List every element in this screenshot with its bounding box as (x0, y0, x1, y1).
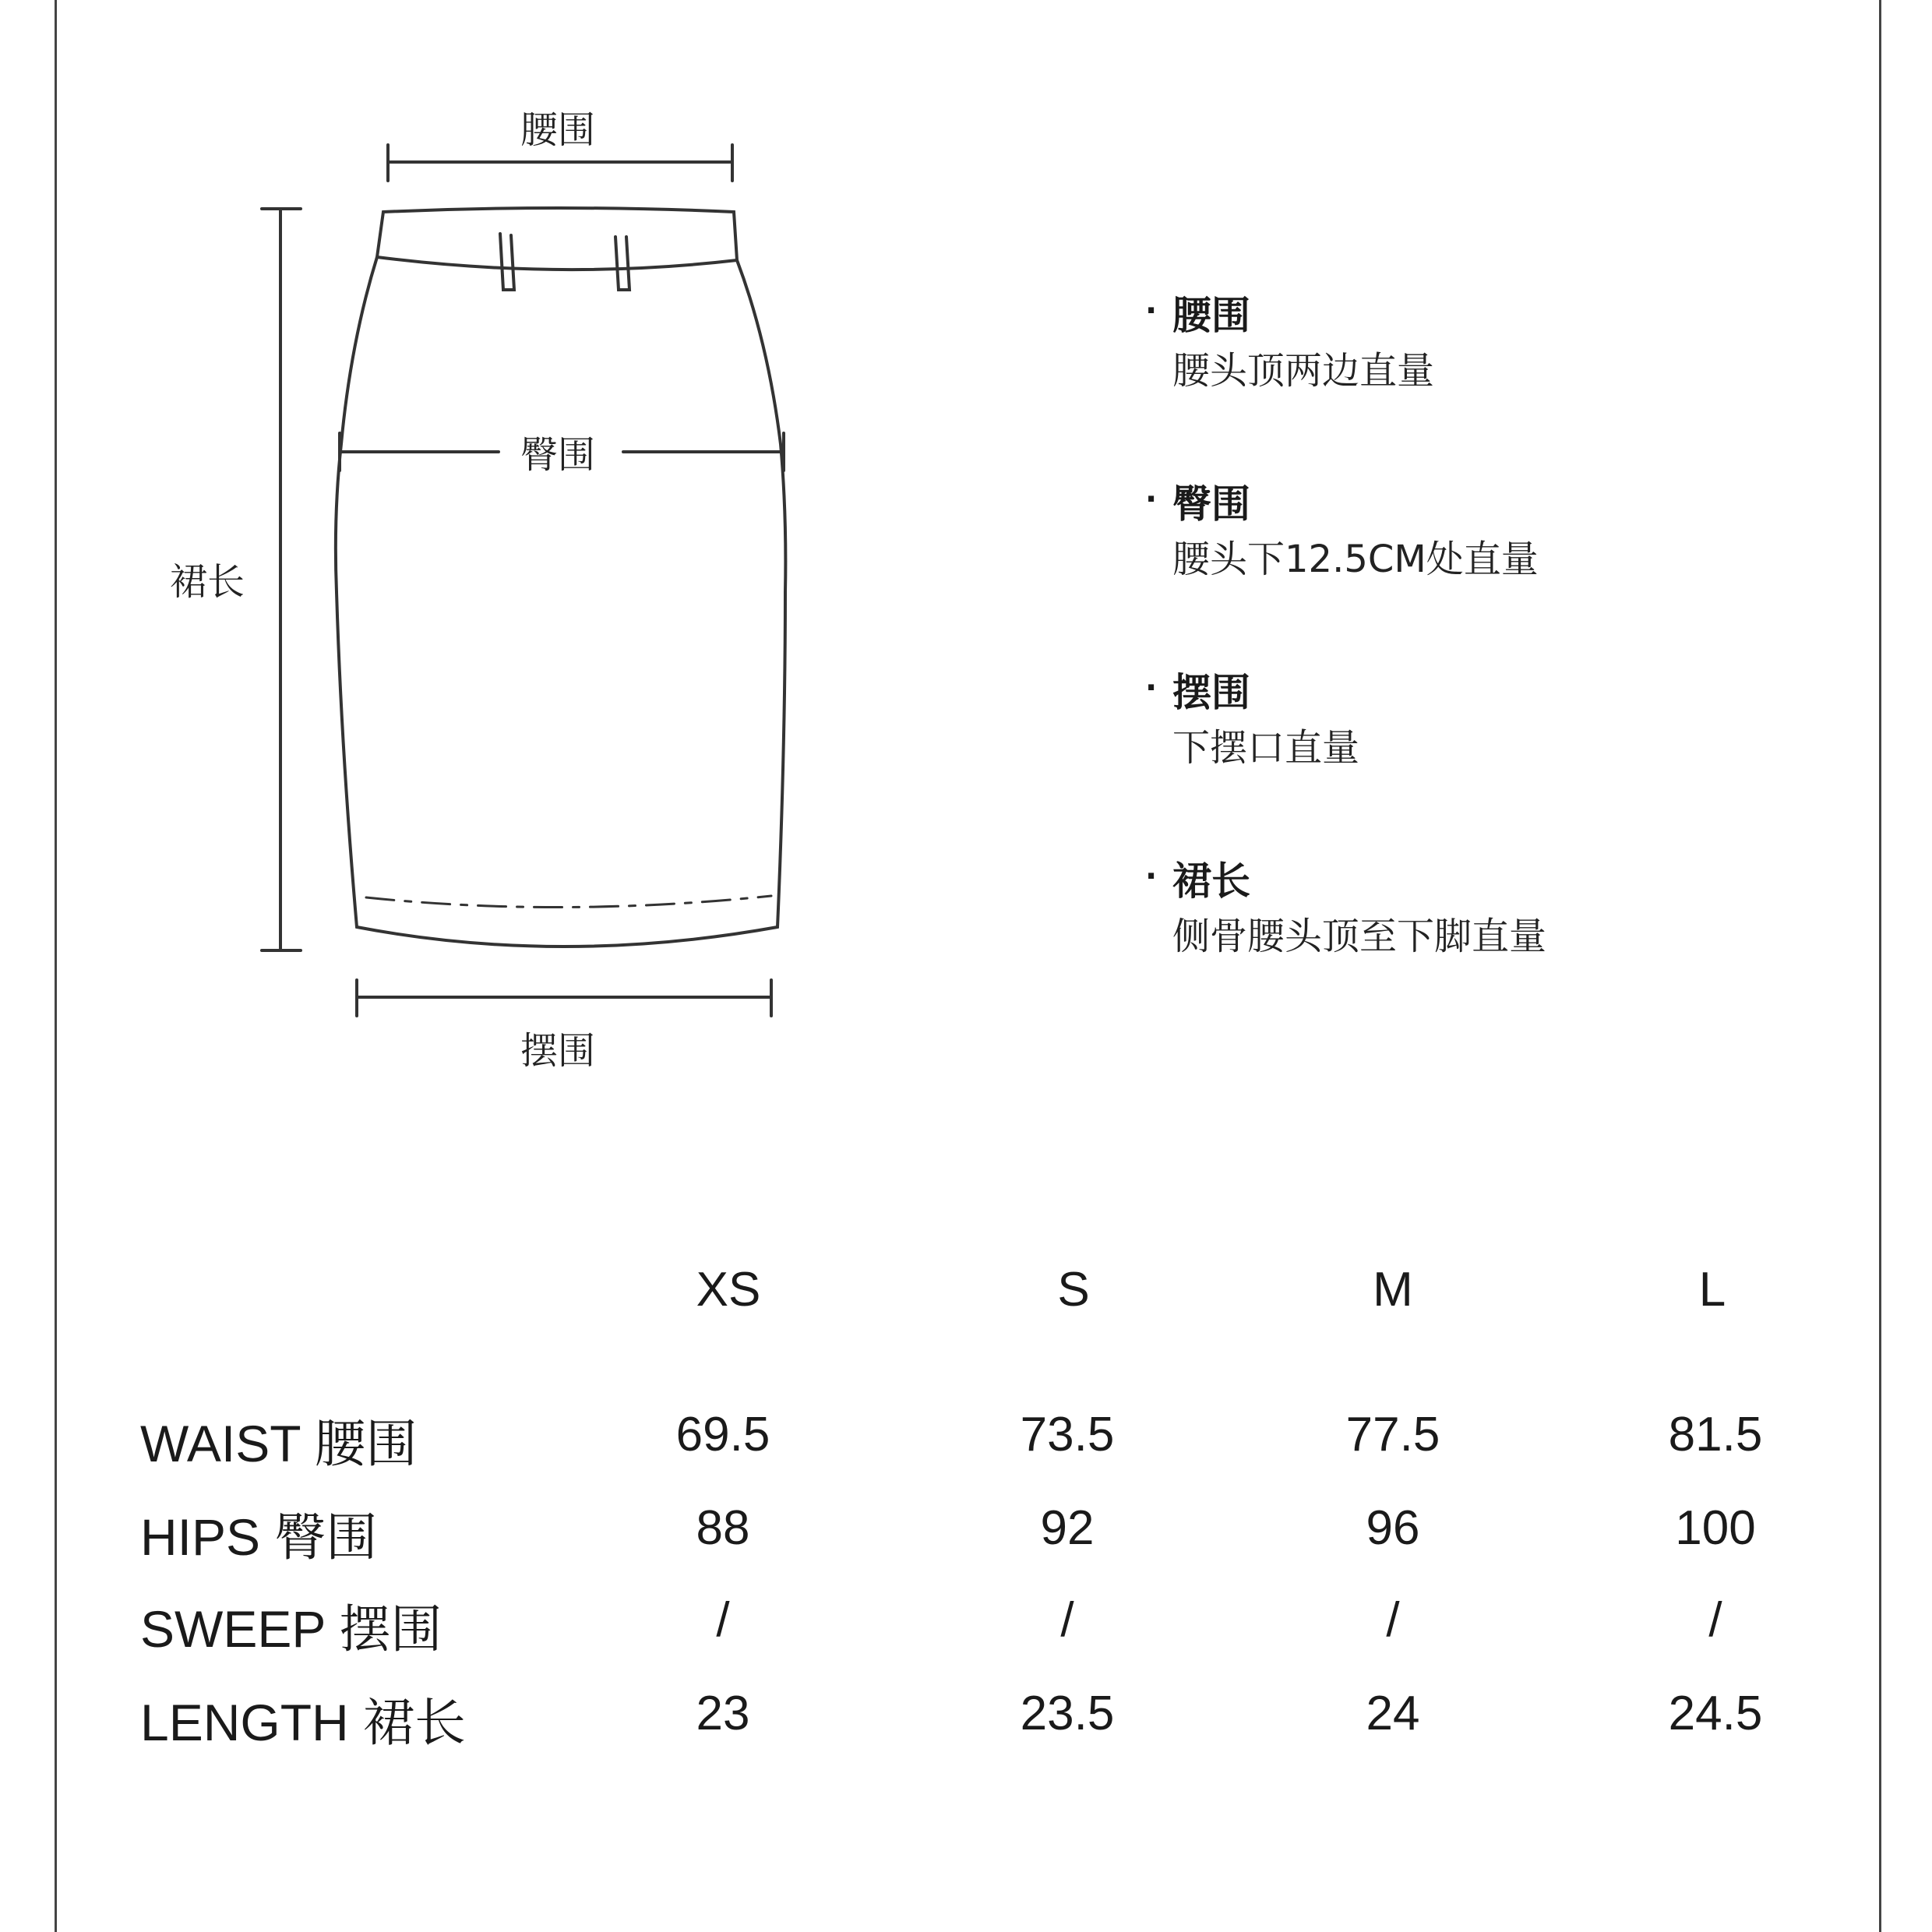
note-description: 下摆口直量 (1172, 726, 1360, 770)
table-cell: / (1060, 1593, 1074, 1647)
table-cell: / (1708, 1593, 1722, 1647)
note-description: 腰头下12.5CM处直量 (1172, 538, 1539, 581)
note-title: · 裙长 (1145, 854, 1690, 908)
table-cell: 81.5 (1668, 1408, 1763, 1461)
row-label-waist: WAIST 腰围 (140, 1415, 418, 1472)
right-border-line (1879, 0, 1881, 1932)
note-title: · 臀围 (1145, 477, 1690, 531)
note-description: 腰头顶两边直量 (1172, 349, 1435, 393)
note-sweep (1145, 665, 1690, 776)
table-cell: 92 (1040, 1501, 1095, 1555)
hips-label: 臀围 (520, 433, 596, 477)
table-cell: 88 (696, 1501, 750, 1555)
size-header-m: M (1373, 1263, 1413, 1317)
table-cell: 23 (696, 1687, 750, 1740)
waistband (377, 208, 737, 270)
size-header-s: S (1057, 1263, 1090, 1317)
note-title: · 腰围 (1145, 288, 1690, 343)
waist-label: 腰围 (520, 108, 596, 152)
table-cell: 24.5 (1668, 1687, 1763, 1740)
size-header-xs: XS (696, 1263, 761, 1317)
table-cell: 73.5 (1020, 1408, 1115, 1461)
table-cell: 23.5 (1020, 1687, 1115, 1740)
length-label: 裙长 (170, 560, 245, 604)
row-label-hips: HIPS 臀围 (140, 1508, 378, 1566)
table-cell: 24 (1366, 1687, 1420, 1740)
table-cell: / (1386, 1593, 1400, 1647)
hem-stitching (366, 896, 771, 908)
note-hips (1145, 477, 1690, 587)
size-header-l: L (1698, 1263, 1726, 1317)
skirt-sketch (0, 0, 857, 1130)
table-cell: / (716, 1593, 730, 1647)
row-label-sweep: SWEEP 摆围 (140, 1600, 442, 1658)
measurement-notes (1145, 288, 1690, 1042)
table-cell: 96 (1366, 1501, 1420, 1555)
note-description: 侧骨腰头顶至下脚直量 (1172, 915, 1547, 958)
table-cell: 77.5 (1345, 1408, 1440, 1461)
table-cell: 69.5 (675, 1408, 770, 1461)
sweep-label: 摆围 (520, 1029, 596, 1073)
row-label-length: LENGTH 裙长 (140, 1694, 467, 1751)
note-title: · 摆围 (1145, 665, 1690, 720)
skirt-diagram (0, 0, 857, 1130)
note-waist (1145, 288, 1690, 399)
table-cell: 100 (1675, 1501, 1756, 1555)
skirt-body (336, 257, 786, 947)
note-length (1145, 854, 1690, 964)
